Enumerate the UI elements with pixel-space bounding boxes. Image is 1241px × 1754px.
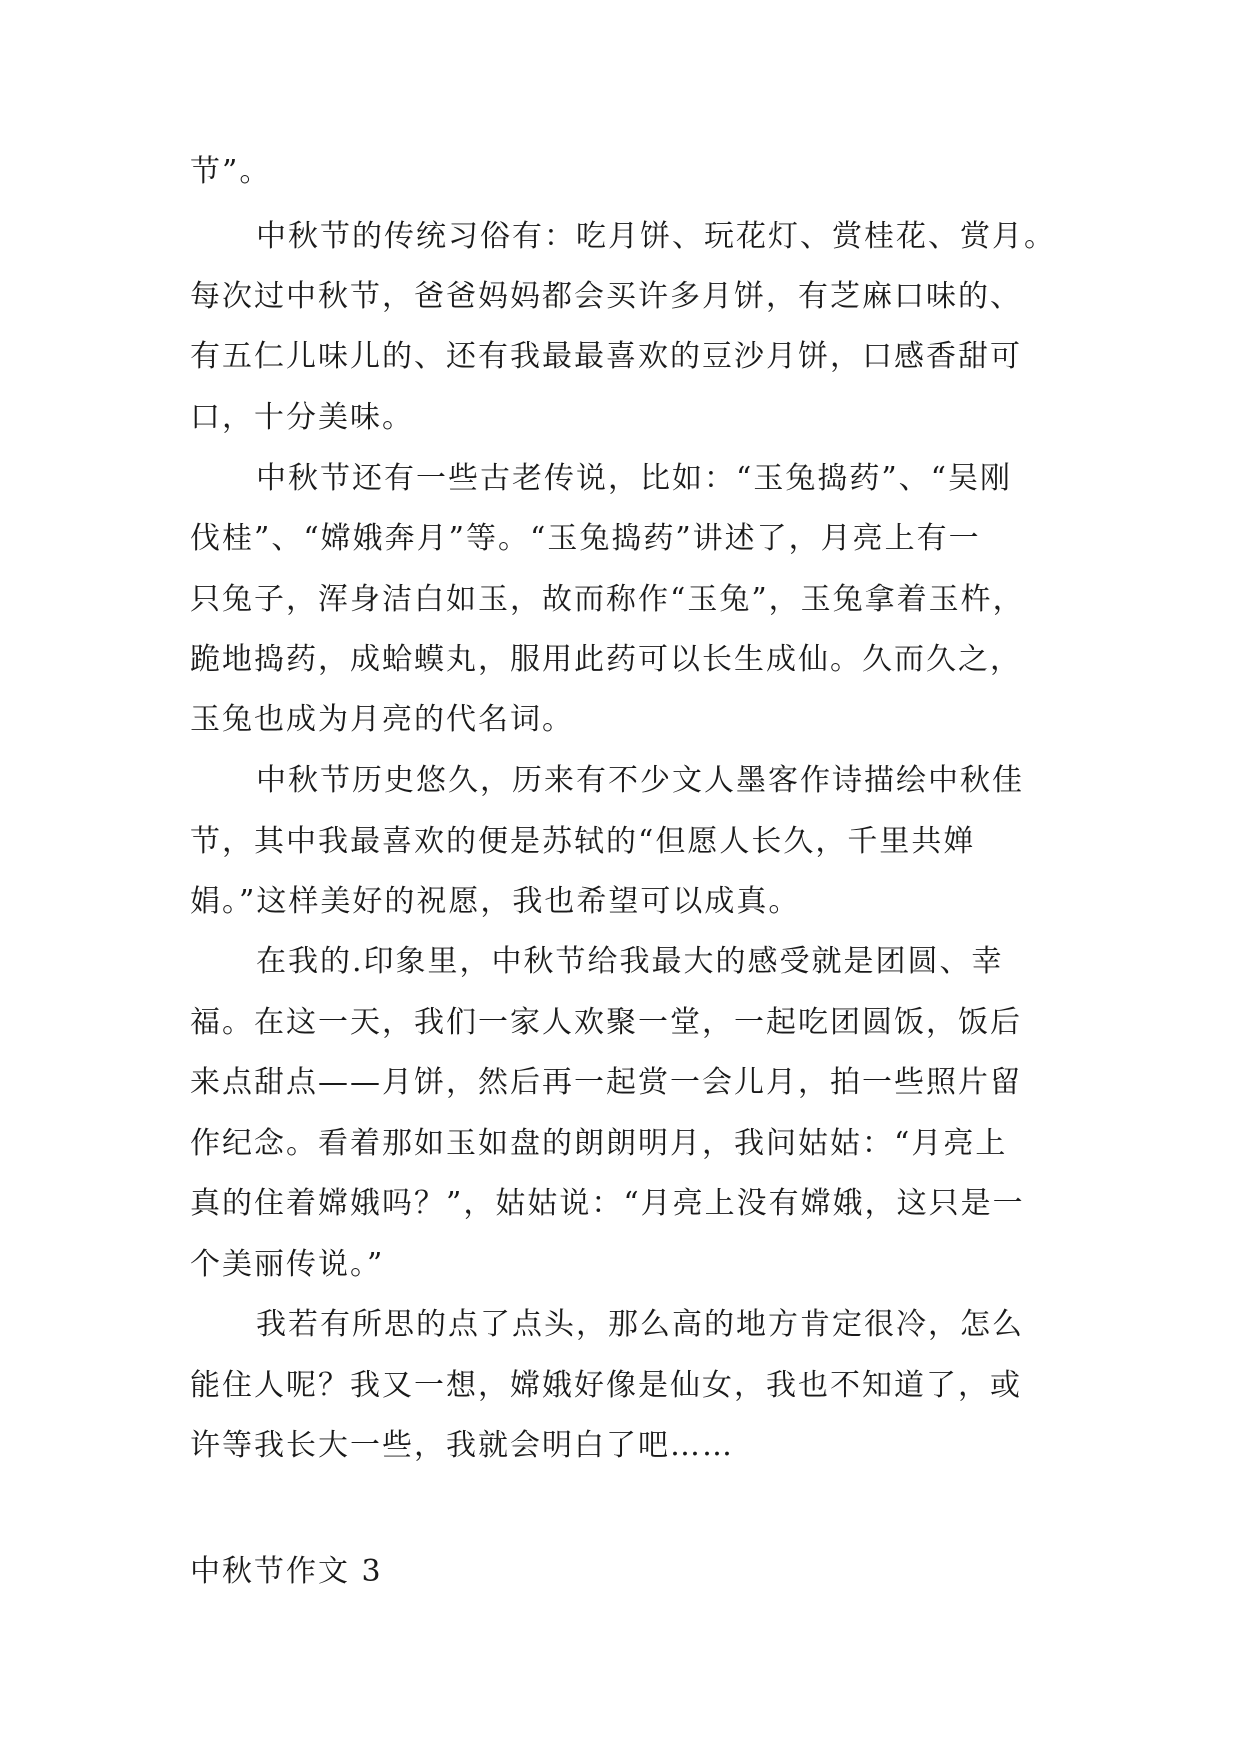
text-line: 每次过中秋节，爸爸妈妈都会买许多月饼，有芝麻口味的、 <box>190 279 1022 314</box>
text-line: 节”。 <box>190 154 272 189</box>
text-line: 能住人呢？我又一想，嫦娥好像是仙女，我也不知道了，或 <box>190 1368 1022 1403</box>
text-line: 节，其中我最喜欢的便是苏轼的“但愿人长久，千里共婵 <box>190 824 976 859</box>
text-line: 玉兔也成为月亮的代名词。 <box>190 702 574 737</box>
text-line: 真的住着嫦娥吗？”，姑姑说：“月亮上没有嫦娥，这只是一 <box>190 1186 1025 1221</box>
paragraph-first-line: 中秋节的传统习俗有：吃月饼、玩花灯、赏桂花、赏月。 <box>256 219 1056 254</box>
text-line: 福。在这一天，我们一家人欢聚一堂，一起吃团圆饭，饭后 <box>190 1005 1022 1040</box>
section-heading: 中秋节作文 3 <box>190 1554 383 1589</box>
text-line: 跪地捣药，成蛤蟆丸，服用此药可以长生成仙。久而久之， <box>190 642 1022 677</box>
text-line: 娟。”这样美好的祝愿，我也希望可以成真。 <box>190 884 801 919</box>
text-line: 伐桂”、“嫦娥奔月”等。“玉兔捣药”讲述了，月亮上有一 <box>190 521 981 556</box>
text-line: 有五仁儿味儿的、还有我最最喜欢的豆沙月饼，口感香甜可 <box>190 339 1022 374</box>
paragraph-first-line: 中秋节还有一些古老传说，比如：“玉兔捣药”、“吴刚 <box>256 461 1013 496</box>
paragraph-first-line: 在我的.印象里，中秋节给我最大的感受就是团圆、幸 <box>256 944 1004 979</box>
paragraph-first-line: 我若有所思的点了点头，那么高的地方肯定很冷，怎么 <box>256 1307 1024 1342</box>
text-line: 只兔子，浑身洁白如玉，故而称作“玉兔”，玉兔拿着玉杵， <box>190 582 1025 617</box>
text-line: 来点甜点——月饼，然后再一起赏一会儿月，拍一些照片留 <box>190 1065 1022 1100</box>
text-line: 个美丽传说。” <box>190 1247 385 1282</box>
text-line: 口，十分美味。 <box>190 400 414 435</box>
paragraph-first-line: 中秋节历史悠久，历来有不少文人墨客作诗描绘中秋佳 <box>256 763 1024 798</box>
text-line: 许等我长大一些，我就会明白了吧…… <box>190 1428 734 1463</box>
text-line: 作纪念。看着那如玉如盘的朗朗明月，我问姑姑：“月亮上 <box>190 1126 1008 1161</box>
